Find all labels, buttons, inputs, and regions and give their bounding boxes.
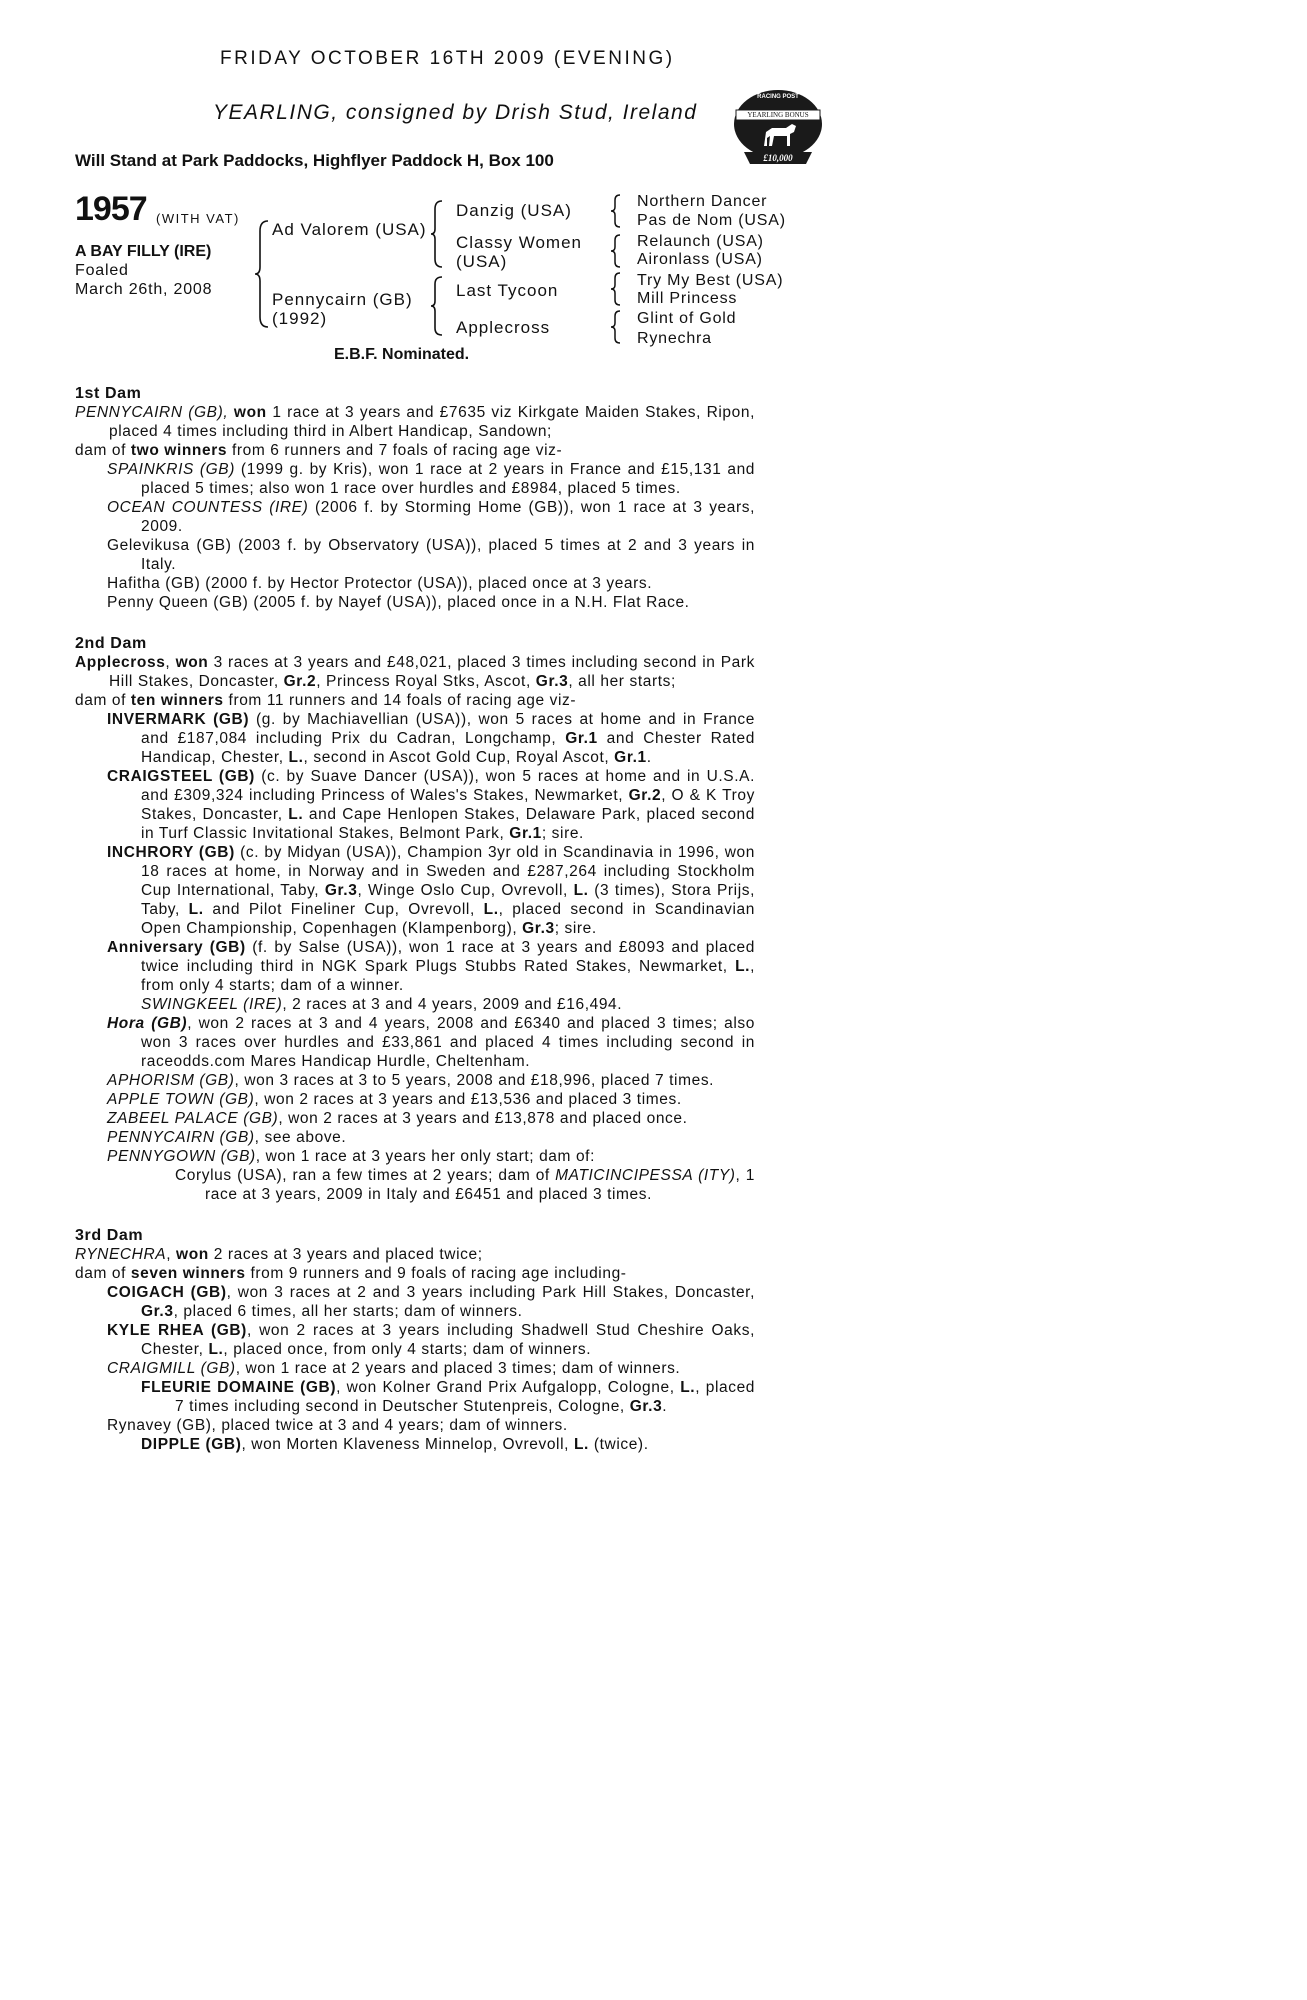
text: , won 3 races at 2 and 3 years including Park Hill Stakes, Doncaster, bbox=[226, 1284, 755, 1301]
text: ; sire. bbox=[554, 920, 597, 937]
produce-name: PENNYGOWN (GB) bbox=[107, 1148, 256, 1165]
listed: L. bbox=[573, 882, 589, 899]
pedigree-bracket-dd bbox=[610, 309, 622, 345]
foaled-date: March 26th, 2008 bbox=[75, 281, 213, 298]
sss: Northern Dancer bbox=[637, 193, 768, 210]
produce-pennygown bbox=[75, 1147, 755, 1166]
grade: Gr.1 bbox=[565, 730, 598, 747]
first-dam-won: won bbox=[233, 404, 267, 421]
sire-dam-line-2: (USA) bbox=[456, 252, 508, 271]
produce-corylus bbox=[75, 1166, 755, 1204]
listed: L. bbox=[288, 749, 304, 766]
grade: Gr.3 bbox=[535, 673, 569, 690]
produce-name: SWINGKEEL (IRE) bbox=[141, 996, 283, 1013]
text: , all her starts; bbox=[568, 673, 676, 690]
first-dam-heading: 1st Dam bbox=[75, 385, 142, 402]
consignment-line: YEARLING, consigned by Drish Stud, Ireland bbox=[213, 101, 698, 124]
text: and Chester Rated Handicap, Chester, bbox=[141, 730, 755, 766]
text: , won 1 race at 3 years her only start; dam of: bbox=[255, 1148, 595, 1165]
pedigree-bracket-main bbox=[254, 219, 270, 329]
winners-count: seven winners bbox=[130, 1265, 246, 1282]
first-dam-text: 1 race at 3 years and £7635 viz Kirkgate Maiden Stakes, Ripon, placed 4 times including third in Albert Handicap, Sandown; bbox=[109, 404, 755, 440]
produce-name: SPAINKRIS (GB) bbox=[107, 461, 235, 478]
sdd: Aironlass (USA) bbox=[637, 251, 763, 268]
produce-name: PENNYCAIRN (GB) bbox=[107, 1129, 255, 1146]
produce-name: ZABEEL PALACE (GB) bbox=[107, 1110, 279, 1127]
pedigree-bracket-sire bbox=[430, 199, 444, 269]
grade: Gr.3 bbox=[629, 1398, 663, 1415]
produce-anniversary bbox=[75, 938, 755, 995]
pedigree-bracket-sd bbox=[610, 233, 622, 269]
text: , won 2 races at 3 years including Shadwell Stud Cheshire Oaks, Chester, bbox=[141, 1322, 755, 1358]
third-dam-name: RYNECHRA bbox=[75, 1246, 167, 1263]
text: , won 3 races at 3 to 5 years, 2008 and £18,996, placed 7 times. bbox=[234, 1072, 715, 1089]
produce-invermark bbox=[75, 710, 755, 767]
pedigree-bracket-dam bbox=[430, 275, 444, 337]
produce-name: DIPPLE (GB) bbox=[141, 1436, 242, 1453]
text: , won 2 races at 3 years and £13,878 and placed once. bbox=[278, 1110, 688, 1127]
badge-amount: £10,000 bbox=[763, 153, 793, 163]
badge-top-text: RACING POST bbox=[757, 94, 799, 100]
text: , 1 race at 3 years, 2009 in Italy and £6451 and placed 3 times. bbox=[205, 1167, 755, 1203]
text: , Winge Oslo Cup, Ovrevoll, bbox=[357, 882, 574, 899]
produce-rynavey: Rynavey (GB), placed twice at 3 and 4 years; dam of winners. bbox=[107, 1417, 568, 1434]
text: 2 races at 3 years and placed twice; bbox=[208, 1246, 483, 1263]
text: from 11 runners and 14 foals of racing age viz- bbox=[223, 692, 577, 709]
produce-zabeel-palace bbox=[75, 1109, 755, 1128]
dsd: Mill Princess bbox=[637, 290, 738, 307]
text: (f. by Salse (USA)), won 1 race at 3 years and £8093 and placed twice including third in NGK Spark Plugs Stubbs Rated Stakes, Newmarket, bbox=[141, 939, 755, 975]
yearling-bonus-badge bbox=[726, 88, 830, 170]
produce-name: INVERMARK (GB) bbox=[107, 711, 250, 728]
winners-count: ten winners bbox=[130, 692, 224, 709]
produce-record bbox=[75, 384, 755, 1454]
produce-craigmill bbox=[75, 1359, 755, 1378]
dds: Glint of Gold bbox=[637, 310, 737, 327]
text: (c. by Suave Dancer (USA)), won 5 races at home and in U.S.A. and £309,324 including Princess of Wales's Stakes, Newmarket, bbox=[141, 768, 755, 804]
text: dam of bbox=[75, 1265, 131, 1282]
text: (c. by Midyan (USA)), Champion 3yr old in Scandinavia in 1996, won 18 races at home, in Norway and in Sweden and £287,264 including Stockholm Cup International, Taby, bbox=[141, 844, 755, 899]
dam-dam: Applecross bbox=[456, 318, 551, 337]
ddd: Rynechra bbox=[637, 330, 712, 347]
produce-craigsteel bbox=[75, 767, 755, 843]
grade: Gr.2 bbox=[628, 787, 662, 804]
listed: L. bbox=[208, 1341, 224, 1358]
badge-middle-text: YEARLING BONUS bbox=[747, 111, 809, 119]
produce-spainkris bbox=[75, 460, 755, 498]
produce-text: (2006 f. by Storming Home (GB)), won 1 race at 3 years, 2009. bbox=[141, 499, 756, 535]
text: , won Kolner Grand Prix Aufgalopp, Cologne, bbox=[336, 1379, 681, 1396]
grade: Gr.2 bbox=[283, 673, 317, 690]
text: 3 races at 3 years and £48,021, placed 3 times including second in Park Hill Stakes, Doncaster, bbox=[109, 654, 755, 690]
second-dam-won: won bbox=[175, 654, 209, 671]
first-dam-winners: two winners bbox=[130, 442, 228, 459]
stand-location: Will Stand at Park Paddocks, Highflyer Paddock H, Box 100 bbox=[75, 151, 554, 170]
produce-name: FLEURIE DOMAINE (GB) bbox=[141, 1379, 337, 1396]
listed: L. bbox=[680, 1379, 696, 1396]
produce-name: Hora (GB) bbox=[107, 1015, 188, 1032]
sire: Ad Valorem (USA) bbox=[272, 220, 427, 239]
ebf-nominated: E.B.F. Nominated. bbox=[334, 346, 470, 363]
produce-gelevikusa: Gelevikusa (GB) (2003 f. by Observatory (USA)), placed 5 times at 2 and 3 years in Italy. bbox=[107, 537, 755, 573]
foaled-label: Foaled bbox=[75, 262, 129, 279]
text: , second in Ascot Gold Cup, Royal Ascot, bbox=[303, 749, 615, 766]
text: and Cape Henlopen Stakes, Delaware Park, placed second in Turf Classic Invitational Stakes, Belmont Park, bbox=[141, 806, 755, 842]
pedigree-bracket-ds bbox=[610, 271, 622, 307]
second-dam-name: Applecross bbox=[75, 654, 166, 671]
dam-line-1: Pennycairn (GB) bbox=[272, 290, 413, 309]
third-dam-record: RYNECHRA, won 2 races at 3 years and placed twice; bbox=[75, 1246, 483, 1263]
first-dam-produce-summary bbox=[75, 441, 755, 460]
vat-note: (WITH VAT) bbox=[156, 211, 240, 226]
produce-ocean-countess bbox=[75, 498, 755, 536]
text: . bbox=[662, 1398, 668, 1415]
third-dam-produce-summary bbox=[75, 1264, 755, 1283]
text: (3 times), Stora Prijs, Taby, bbox=[141, 882, 755, 918]
produce-dipple bbox=[75, 1435, 755, 1454]
text: Corylus (USA), ran a few times at 2 years; dam of bbox=[175, 1167, 556, 1184]
produce-inchrory bbox=[75, 843, 755, 938]
produce-apple-town bbox=[75, 1090, 755, 1109]
second-dam-produce-summary bbox=[75, 691, 755, 710]
text: , won 1 race at 2 years and placed 3 times; dam of winners. bbox=[235, 1360, 681, 1377]
dam-sire: Last Tycoon bbox=[456, 281, 559, 300]
produce-fleurie-domaine bbox=[75, 1378, 755, 1416]
sale-date-heading: FRIDAY OCTOBER 16TH 2009 (EVENING) bbox=[220, 48, 675, 69]
text: , won Morten Klaveness Minnelop, Ovrevoll, bbox=[241, 1436, 574, 1453]
dam-line-2: (1992) bbox=[272, 309, 328, 328]
grade: Gr.3 bbox=[522, 920, 555, 937]
produce-name: CRAIGSTEEL (GB) bbox=[107, 768, 255, 785]
text: , placed 7 times including second in Deutscher Stutenpreis, Cologne, bbox=[175, 1379, 756, 1415]
listed: L. bbox=[483, 901, 499, 918]
text: , placed second in Scandinavian Open Championship, Copenhagen (Klampenborg), bbox=[141, 901, 755, 937]
sire-sire: Danzig (USA) bbox=[456, 201, 572, 220]
produce-name: Anniversary (GB) bbox=[107, 939, 246, 956]
sds: Relaunch (USA) bbox=[637, 233, 764, 250]
first-dam-record bbox=[75, 403, 755, 441]
produce-penny-queen: Penny Queen (GB) (2005 f. by Nayef (USA)), placed once in a N.H. Flat Race. bbox=[107, 594, 690, 611]
grade: Gr.3 bbox=[324, 882, 358, 899]
produce-aphorism bbox=[75, 1071, 755, 1090]
text: , won 2 races at 3 years and £13,536 and placed 3 times. bbox=[254, 1091, 682, 1108]
third-dam-won: won bbox=[176, 1246, 209, 1263]
text: , 2 races at 3 and 4 years, 2009 and £16,494. bbox=[282, 996, 623, 1013]
text: ; sire. bbox=[541, 825, 584, 842]
text: dam of bbox=[75, 692, 131, 709]
grade: Gr.1 bbox=[509, 825, 542, 842]
text: . bbox=[646, 749, 652, 766]
text: from 9 runners and 9 foals of racing age including- bbox=[245, 1265, 627, 1282]
text: , won 2 races at 3 and 4 years, 2008 and £6340 and placed 3 times; also won 3 races over hurdles and £33,861 and placed 4 times including second in raceodds.com Mares Handicap Hurdle, Cheltenham. bbox=[141, 1015, 755, 1070]
produce-coigach bbox=[75, 1283, 755, 1321]
second-dam-record: Applecross, won 3 races at 3 years and £48,021, placed 3 times including second in Park Hill Stakes, Doncaster, Gr.2, Princess Royal Stks, Ascot, Gr.3, all her starts; bbox=[75, 654, 755, 690]
produce-name: APPLE TOWN (GB) bbox=[107, 1091, 255, 1108]
produce-pennycairn bbox=[75, 1128, 755, 1147]
produce-text: (1999 g. by Kris), won 1 race at 2 years in France and £15,131 and placed 5 times; also won 1 race over hurdles and £8984, placed 5 times. bbox=[141, 461, 756, 497]
listed: L. bbox=[288, 806, 304, 823]
third-dam-heading: 3rd Dam bbox=[75, 1227, 144, 1244]
second-dam-heading: 2nd Dam bbox=[75, 635, 147, 652]
produce-name: COIGACH (GB) bbox=[107, 1284, 227, 1301]
text: , Princess Royal Stks, Ascot, bbox=[316, 673, 536, 690]
pedigree-bracket-ss bbox=[610, 193, 622, 229]
first-dam-damof: dam of bbox=[75, 442, 131, 459]
text: , from only 4 starts; dam of a winner. bbox=[141, 958, 755, 994]
text: (twice). bbox=[588, 1436, 649, 1453]
produce-hora bbox=[75, 1014, 755, 1071]
listed: L. bbox=[188, 901, 204, 918]
text: and Pilot Fineliner Cup, Ovrevoll, bbox=[203, 901, 484, 918]
text: , see above. bbox=[254, 1129, 347, 1146]
produce-name: CRAIGMILL (GB) bbox=[107, 1360, 236, 1377]
ssd: Pas de Nom (USA) bbox=[637, 212, 786, 229]
listed: L. bbox=[573, 1436, 589, 1453]
sire-dam-line-1: Classy Women bbox=[456, 233, 582, 252]
produce-kyle-rhea bbox=[75, 1321, 755, 1359]
produce-name: INCHRORY (GB) bbox=[107, 844, 235, 861]
lot-number: 1957 bbox=[75, 190, 147, 228]
first-dam-name: PENNYCAIRN (GB), bbox=[75, 404, 229, 421]
text: , O & K Troy Stakes, Doncaster, bbox=[141, 787, 755, 823]
produce-hafitha: Hafitha (GB) (2000 f. by Hector Protector (USA)), placed once at 3 years. bbox=[107, 575, 653, 592]
text: , placed 6 times, all her starts; dam of winners. bbox=[173, 1303, 523, 1320]
produce-name: KYLE RHEA (GB) bbox=[107, 1322, 247, 1339]
text: , placed once, from only 4 starts; dam of winners. bbox=[223, 1341, 592, 1358]
grade: Gr.3 bbox=[141, 1303, 174, 1320]
listed: L. bbox=[735, 958, 751, 975]
text: (g. by Machiavellian (USA)), won 5 races at home and in France and £187,084 including Prix du Cadran, Longchamp, bbox=[141, 711, 755, 747]
grade: Gr.1 bbox=[614, 749, 647, 766]
produce-name: MATICINCIPESSA (ITY) bbox=[555, 1167, 736, 1184]
produce-name: OCEAN COUNTESS (IRE) bbox=[107, 499, 309, 516]
produce-name: APHORISM (GB) bbox=[107, 1072, 235, 1089]
produce-swingkeel bbox=[75, 995, 755, 1014]
lot-name: A BAY FILLY (IRE) bbox=[75, 243, 212, 260]
first-dam-damof-rest: from 6 runners and 7 foals of racing age viz- bbox=[227, 442, 563, 459]
dss: Try My Best (USA) bbox=[637, 272, 784, 289]
